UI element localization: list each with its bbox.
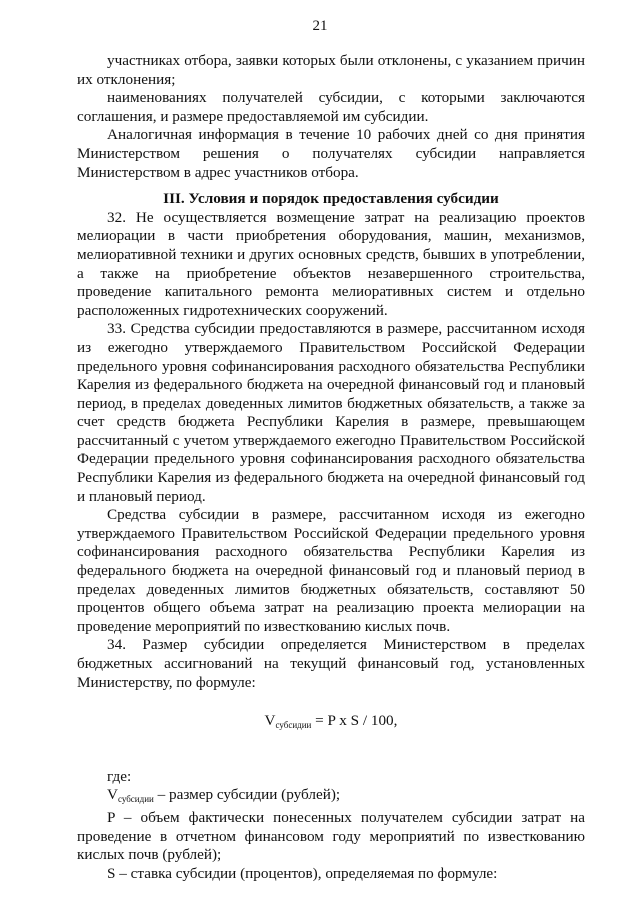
paragraph-rejected-participants: участниках отбора, заявки которых были отклонены, с указанием причин их отклонения; xyxy=(77,52,585,88)
paragraph-notification: Аналогичная информация в течение 10 рабочих дней со дня принятия Министерством решения о получателях субсидии направляется Министерством в адрес участников отбора. xyxy=(77,126,585,181)
paragraph-33-funds: Средства субсидии в размере, рассчитанном исходя из ежегодно утверждаемого Правительством Российской Федерации предельного уровня софинансирования расходного обязательства Республики Карелия из федерального бюджета на очередной финансовый год и плановый период в пределах доведенных лимитов бюджетных обязательств, составляют 50 процентов общего объема затрат на реализацию проекта мелиорации на проведение мероприятий по известкованию кислых почв. xyxy=(77,506,585,635)
definition-v-subscript: субсидии xyxy=(117,794,154,805)
definition-v-symbol: V xyxy=(107,786,118,804)
formula-symbol-v: V xyxy=(264,712,276,730)
subsidy-formula xyxy=(77,712,585,735)
definition-v-text: – размер субсидии (рублей); xyxy=(153,786,341,804)
paragraph-34: 34. Размер субсидии определяется Министерством в пределах бюджетных ассигнований на текущий финансовый год, установленных Министерству, по формуле: xyxy=(77,636,585,691)
formula-rhs: = P x S / 100, xyxy=(311,712,398,730)
definition-s: S – ставка субсидии (процентов), определяемая по формуле: xyxy=(107,864,498,882)
paragraph-recipients-names: наименованиях получателей субсидии, с которыми заключаются соглашения, и размере предоставляемой им субсидии. xyxy=(77,89,585,125)
formula-subscript: субсидии xyxy=(275,720,312,731)
definition-v xyxy=(77,786,585,809)
section-heading: III. Условия и порядок предоставления субсидии xyxy=(163,190,499,208)
paragraph-32: 32. Не осуществляется возмещение затрат на реализацию проектов мелиорации в части приобретения оборудования, машин, механизмов, мелиоративной техники и других основных средств, бывших в употреблении, а также на приобретение объектов незавершенного строительства, проведение капитального ремонта мелиоративных систем и отдельно расположенных гидротехнических сооружений. xyxy=(77,208,585,319)
where-label: где: xyxy=(107,767,132,785)
paragraph-33: 33. Средства субсидии предоставляются в размере, рассчитанном исходя из ежегодно утверждаемого Правительством Российской Федерации предельного уровня софинансирования расходного обязательства Республики Карелия из федерального бюджета на очередной финансовый год и плановый период, в пределах доведенных лимитов бюджетных обязательств, а также за счет средств бюджета Республики Карелия в размере, превышающем рассчитанный с учетом утверждаемого ежегодно Правительством Российской Федерации предельного уровня софинансирования расходного обязательства Республики Карелия из федерального бюджета на очередной финансовый год и плановый период. xyxy=(77,320,585,505)
page-number: 21 xyxy=(312,18,328,34)
document-body xyxy=(77,52,585,883)
definition-p: P – объем фактически понесенных получателем субсидии затрат на проведение в отчетном финансовом году мероприятий по известкованию кислых почв (рублей); xyxy=(77,808,585,864)
